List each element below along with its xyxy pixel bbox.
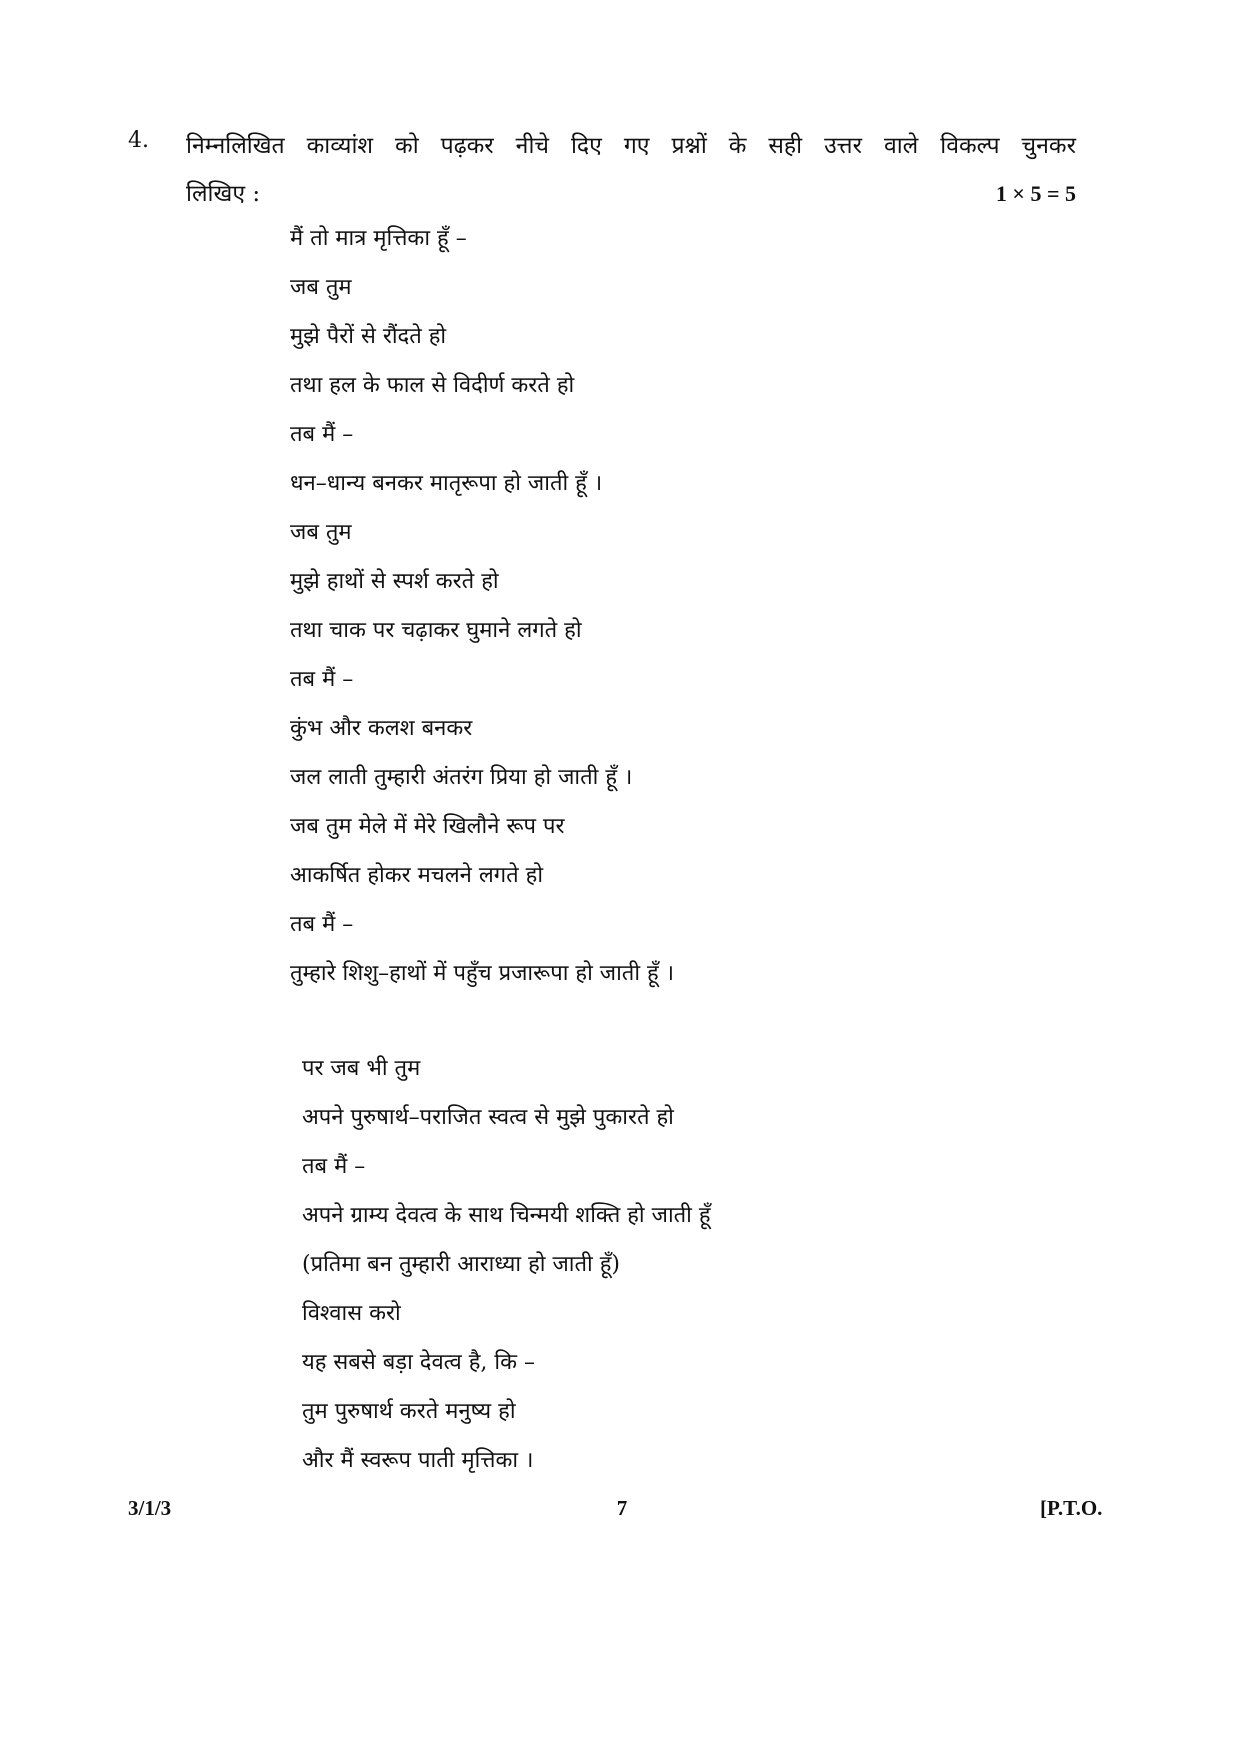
poem-line: तब मैं –	[302, 1154, 366, 1179]
poem-line: तुम्हारे शिशु–हाथों में पहुँच प्रजारूपा हो जाती हूँ ।	[290, 961, 675, 986]
paper-code: 3/1/3	[128, 1496, 172, 1520]
poem-line: अपने ग्राम्य देवत्व के साथ चिन्मयी शक्ति हो जाती हूँ	[302, 1203, 711, 1228]
poem-stanza-1	[290, 214, 674, 998]
question-number: 4.	[128, 128, 149, 153]
question-text-line2: लिखिए :	[186, 181, 261, 207]
poem-line: जब तुम	[290, 275, 352, 300]
poem-line: तुम पुरुषार्थ करते मनुष्य हो	[302, 1399, 516, 1424]
poem-line: जल लाती तुम्हारी अंतरंग प्रिया हो जाती हूँ ।	[290, 765, 633, 790]
poem-line: आकर्षित होकर मचलने लगते हो	[290, 863, 544, 888]
poem-line: जब तुम	[290, 520, 352, 545]
poem-line: यह सबसे बड़ा देवत्व है, कि –	[302, 1350, 535, 1375]
poem-line: मुझे हाथों से स्पर्श करते हो	[290, 569, 499, 594]
poem-line: (प्रतिमा बन तुम्हारी आराध्या हो जाती हूँ)	[302, 1252, 620, 1277]
poem-line: और मैं स्वरूप पाती मृत्तिका ।	[302, 1448, 534, 1473]
poem-line: तथा चाक पर चढ़ाकर घुमाने लगते हो	[290, 618, 582, 643]
poem-line: तथा हल के फाल से विदीर्ण करते हो	[290, 373, 575, 398]
page-number: 7	[616, 1496, 628, 1520]
please-turn-over: [P.T.O.	[1040, 1496, 1103, 1520]
poem-line: पर जब भी तुम	[302, 1056, 421, 1081]
poem-line: तब मैं –	[290, 422, 354, 447]
poem-stanza-2	[302, 1044, 711, 1485]
poem-line: तब मैं –	[290, 912, 354, 937]
poem-line: कुंभ और कलश बनकर	[290, 716, 473, 741]
poem-line: मैं तो मात्र मृत्तिका हूँ –	[290, 226, 467, 251]
poem-line: मुझे पैरों से रौंदते हो	[290, 324, 447, 349]
poem-line: तब मैं –	[290, 667, 354, 692]
poem-line: विश्वास करो	[302, 1301, 401, 1326]
question-marks: 1 × 5 = 5	[995, 181, 1076, 206]
poem-line: अपने पुरुषार्थ–पराजित स्वत्व से मुझे पुकारते हो	[302, 1105, 674, 1130]
poem-line: धन–धान्य बनकर मातृरूपा हो जाती हूँ ।	[290, 471, 603, 496]
question-text-line1: निम्नलिखित काव्यांश को पढ़कर नीचे दिए गए प्रश्नों के सही उत्तर वाले विकल्प चुनकर	[186, 133, 1076, 159]
poem-line: जब तुम मेले में मेरे खिलौने रूप पर	[290, 814, 565, 839]
